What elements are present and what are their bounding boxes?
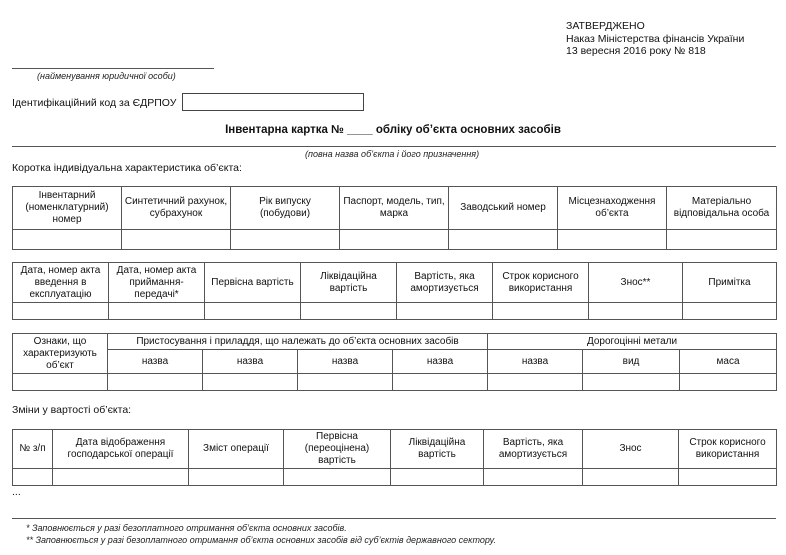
table-header-row	[13, 187, 777, 230]
table-cell[interactable]	[13, 469, 53, 486]
edrpou-input[interactable]	[182, 93, 364, 111]
table-subheader-row	[13, 350, 777, 374]
header-responsible-person: Матеріально відповідальна особа	[667, 187, 777, 230]
table-cell[interactable]	[393, 374, 488, 391]
object-name-line[interactable]	[12, 146, 776, 147]
table-cell[interactable]	[13, 374, 108, 391]
table-cell[interactable]	[484, 469, 583, 486]
subheader-name: назва	[298, 350, 393, 374]
entity-name-caption: (найменування юридичної особи)	[37, 71, 176, 81]
header-depreciable-cost: Вартість, яка амортизується	[397, 263, 493, 303]
subheader-name: назва	[393, 350, 488, 374]
table-row	[13, 303, 777, 320]
header-commissioning-act: Дата, номер акта введення в експлуатацію	[13, 263, 109, 303]
table-cell[interactable]	[340, 230, 449, 250]
table-cell[interactable]	[109, 303, 205, 320]
table-row	[13, 374, 777, 391]
table-cell[interactable]	[680, 374, 777, 391]
table-cell[interactable]	[667, 230, 777, 250]
valuation-table	[12, 262, 777, 320]
accessories-metals-table	[12, 333, 777, 391]
edrpou-label: Ідентифікаційний код за ЄДРПОУ	[12, 97, 177, 109]
header-depreciable-cost: Вартість, яка амортизується	[484, 430, 583, 469]
table-cell[interactable]	[488, 374, 583, 391]
header-liquidation-value: Ліквідаційна вартість	[301, 263, 397, 303]
footnote-2: ** Заповнюється у разі безоплатного отримання об’єкта основних засобів від суб’єктів державного сектору.	[26, 535, 497, 545]
approval-date: 13 вересня 2016 року № 818	[566, 45, 706, 57]
table-cell[interactable]	[493, 303, 589, 320]
table-cell[interactable]	[231, 230, 340, 250]
footnote-1: * Заповнюється у разі безоплатного отримання об’єкта основних засобів.	[26, 523, 347, 533]
table-cell[interactable]	[13, 230, 122, 250]
table-cell[interactable]	[203, 374, 298, 391]
header-features: Ознаки, що характеризують об’єкт	[13, 334, 108, 374]
subheader-metal-kind: вид	[583, 350, 680, 374]
table-cell[interactable]	[679, 469, 777, 486]
ellipsis: ...	[12, 486, 21, 498]
header-initial-cost: Первісна вартість	[205, 263, 301, 303]
header-revalued-cost: Первісна (переоцінена) вартість	[284, 430, 391, 469]
table-cell[interactable]	[301, 303, 397, 320]
header-location: Місцезнаходження об’єкта	[558, 187, 667, 230]
header-transfer-act: Дата, номер акта приймання-передачі*	[109, 263, 205, 303]
card-title: Інвентарна картка № ____ обліку об’єкта основних засобів	[225, 124, 561, 136]
table-cell[interactable]	[589, 303, 683, 320]
object-name-caption: (повна назва об’єкта і його призначення)	[305, 149, 480, 159]
table-cell[interactable]	[397, 303, 493, 320]
table-cell[interactable]	[122, 230, 231, 250]
table-cell[interactable]	[449, 230, 558, 250]
characteristics-heading: Коротка індивідуальна характеристика об’єкта:	[12, 162, 242, 174]
header-operation-content: Зміст операції	[189, 430, 284, 469]
approval-title: ЗАТВЕРДЖЕНО	[566, 20, 645, 32]
table-row	[13, 230, 777, 250]
header-useful-life: Строк корисного використання	[493, 263, 589, 303]
header-wear: Знос	[583, 430, 679, 469]
subheader-name: назва	[108, 350, 203, 374]
table-cell[interactable]	[284, 469, 391, 486]
header-synthetic-account: Синтетичний рахунок, субрахунок	[122, 187, 231, 230]
header-inventory-number: Інвентарний (номенклатурний) номер	[13, 187, 122, 230]
table-cell[interactable]	[583, 469, 679, 486]
subheader-name: назва	[203, 350, 298, 374]
table-header-row	[13, 263, 777, 303]
header-row-number: № з/п	[13, 430, 53, 469]
header-useful-life: Строк корисного використання	[679, 430, 777, 469]
header-serial-number: Заводський номер	[449, 187, 558, 230]
characteristics-table	[12, 186, 777, 250]
header-accessories-group: Пристосування і приладдя, що належать до об’єкта основних засобів	[108, 334, 488, 350]
header-note: Примітка	[683, 263, 777, 303]
table-header-row	[13, 334, 777, 350]
header-year: Рік випуску (побудови)	[231, 187, 340, 230]
table-cell[interactable]	[205, 303, 301, 320]
table-cell[interactable]	[391, 469, 484, 486]
subheader-metal-name: назва	[488, 350, 583, 374]
table-cell[interactable]	[683, 303, 777, 320]
table-cell[interactable]	[583, 374, 680, 391]
header-liquidation-value: Ліквідаційна вартість	[391, 430, 484, 469]
approval-order: Наказ Міністерства фінансів України	[566, 32, 745, 45]
table-row	[13, 469, 777, 486]
footnote-divider	[12, 518, 776, 519]
table-cell[interactable]	[108, 374, 203, 391]
header-operation-date: Дата відображення господарської операції	[53, 430, 189, 469]
value-changes-heading: Зміни у вартості об’єкта:	[12, 404, 132, 416]
table-cell[interactable]	[298, 374, 393, 391]
header-wear: Знос**	[589, 263, 683, 303]
entity-name-line[interactable]	[12, 68, 214, 69]
table-cell[interactable]	[558, 230, 667, 250]
table-cell[interactable]	[189, 469, 284, 486]
approval-block	[566, 20, 744, 58]
table-cell[interactable]	[53, 469, 189, 486]
value-changes-table	[12, 429, 777, 486]
table-cell[interactable]	[13, 303, 109, 320]
table-header-row	[13, 430, 777, 469]
subheader-metal-mass: маса	[680, 350, 777, 374]
header-passport-model: Паспорт, модель, тип, марка	[340, 187, 449, 230]
header-precious-metals-group: Дорогоцінні метали	[488, 334, 777, 350]
